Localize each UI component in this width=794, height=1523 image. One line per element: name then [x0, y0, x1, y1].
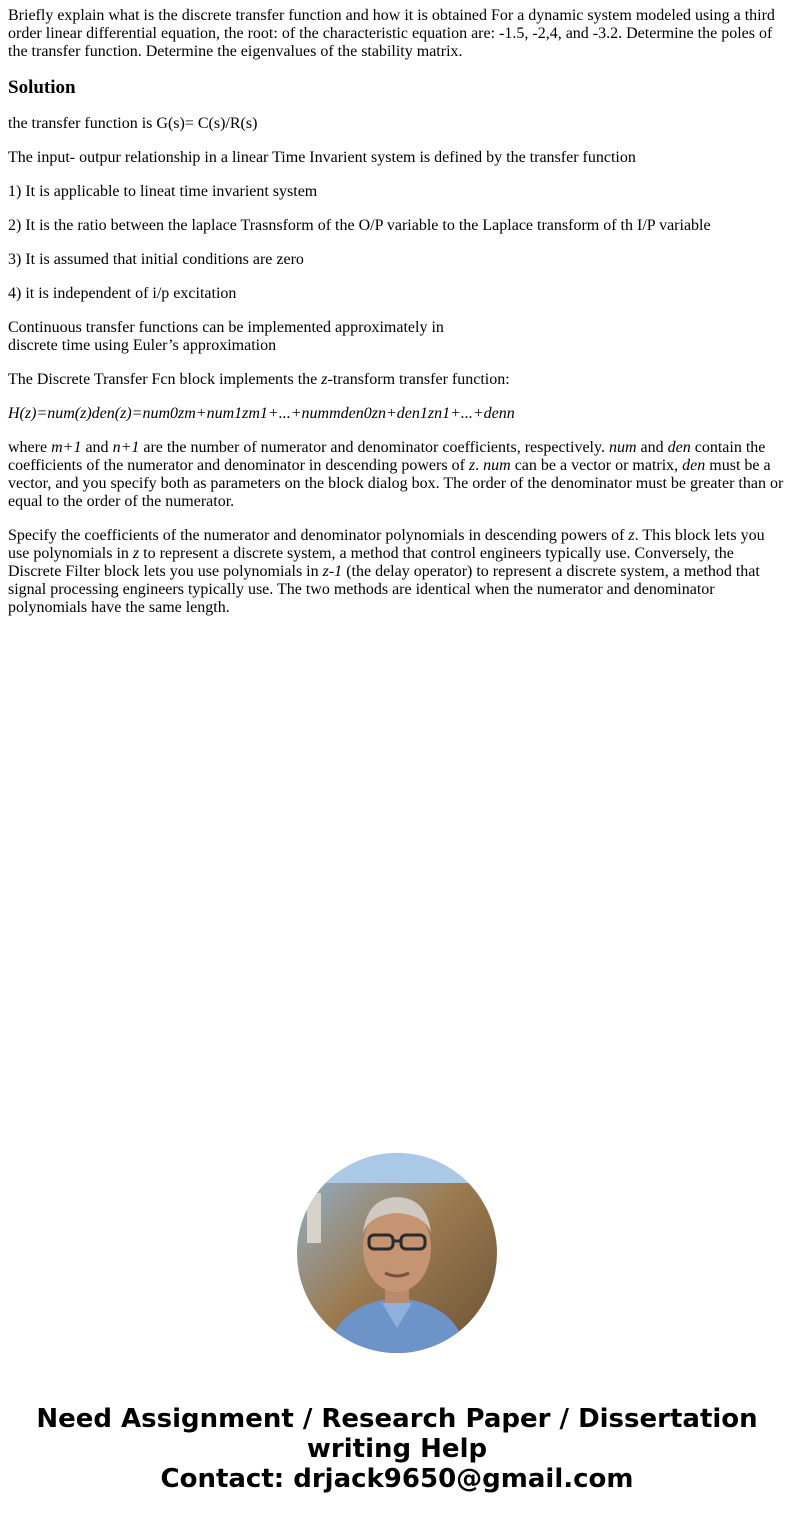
- block-text: The Discrete Transfer Fcn block implements the: [8, 371, 322, 388]
- where-paragraph: where m+1 and n+1 are the number of numerator and denominator coefficients, respectively. num and den contain the coefficients of the numerator and denominator in descending powers of z. num can be a vector or matrix, den must be a vector, and you specify both as parameters on the block dialog box. The order of the denominator must be greater than or equal to the order of the numerator.: [8, 439, 784, 510]
- point-1: 1) It is applicable to lineat time invarient system: [8, 183, 318, 200]
- question-text: Briefly explain what is the discrete transfer function and how it is obtained For a dynamic system modeled using a third order linear differential equation, the root: of the characteristic equation are: -1.5, -2,4, and -3.2. Determine the poles of the transfer function. Determine the eigenvalues of the stability matrix.: [8, 7, 775, 60]
- specify-paragraph: Specify the coefficients of the numerator and denominator polynomials in descending powers of z. This block lets you use polynomials in z to represent a discrete system, a method that control engineers typically use. Conversely, the Discrete Filter block lets you use polynomials in z-1 (the delay operator) to represent a discrete system, a method that signal processing engineers typically use. The two methods are identical when the numerator and denominator polynomials have the same length.: [8, 527, 765, 616]
- point-4: 4) it is independent of i/p excitation: [8, 285, 237, 302]
- footer-contact: Contact: drjack9650@gmail.com: [160, 1464, 634, 1494]
- footer-line-2: writing Help: [306, 1434, 488, 1464]
- z-symbol: z: [321, 371, 328, 388]
- formula-text: H(z)=num(z)den(z)=num0zm+num1zm1+...+nummden0zn+den1zn1+...+denn: [8, 405, 515, 422]
- transfer-function-line: the transfer function is G(s)= C(s)/R(s): [8, 115, 258, 132]
- io-relationship-line: The input- outpur relationship in a linear Time Invarient system is defined by the transfer function: [8, 149, 636, 166]
- person-portrait-icon: [297, 1153, 497, 1353]
- document-body: [8, 7, 786, 633]
- solution-heading: Solution: [8, 77, 76, 98]
- footer-promo: [0, 1404, 794, 1494]
- continuous-note: [8, 319, 786, 355]
- continuous-line-1: Continuous transfer functions can be implemented approximately in: [8, 319, 444, 336]
- avatar-image: [297, 1153, 497, 1353]
- block-description: [8, 371, 786, 389]
- footer-line-1: Need Assignment / Research Paper / Dissertation: [36, 1404, 758, 1434]
- point-3: 3) It is assumed that initial conditions are zero: [8, 251, 304, 268]
- continuous-line-2: discrete time using Euler’s approximation: [8, 337, 277, 354]
- point-2: 2) It is the ratio between the laplace Trasnsform of the O/P variable to the Laplace transform of th I/P variable: [8, 217, 711, 234]
- formula: [8, 405, 786, 423]
- block-text-2: -transform transfer function:: [327, 371, 510, 388]
